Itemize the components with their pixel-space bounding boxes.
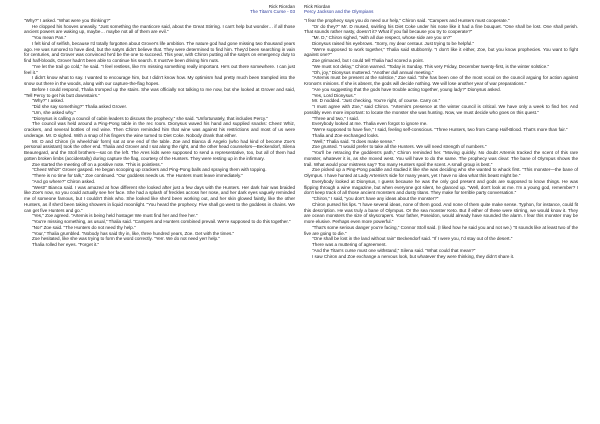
paragraph: Thalia and Zoe exchanged looks. <box>312 132 380 138</box>
right-page <box>300 0 600 424</box>
paragraph: I didn't know what to say. I wanted to encourage him, but I didn't know how. My optimism had pretty much been trampled into the snow out there in the woods, along with our capture-the-flag hopes. <box>24 75 295 87</box>
paragraph: Chiron pursed his lips. "I have several ideas, none of them good. And none of them quite make sense. Typhon, for instance, could fit this description. He was truly a bane of Olympus. Or the sea monster Keto. But if either of these were stirring, we would know it. They are ocean monsters the size of skyscrapers. Your father, Poseidon, would already have sounded the alarm. I fear this monster may be more elusive. Perhaps even more powerful." <box>304 201 578 225</box>
right-page-header <box>304 4 578 15</box>
paragraph: "Did she say something?" Thalia asked Grover. <box>32 104 127 110</box>
paragraph: Zoe hesitated, like she was trying to form the word correctly. "Yerr. We do not need yerr help." <box>32 236 220 242</box>
paragraph: I felt kind of selfish, because I'd totally forgotten about Grover's life ambition. The nature god had gone missing two thousand years ago. He was rumored to have died, but the satyrs didn't believe that. They were determined to find him. They'd been searching in vain for centuries, and Grover was convinced he'd be the one to succeed. This year, with Chiron putting all the satyrs on emergency duty to find half-bloods, Grover hadn't been able to continue his search. It must've been driving him nuts. <box>24 40 295 64</box>
paragraph: "Your," Thalia grumbled. "Nobody has said thy in, like, three hundred years, Zoe. Get with the times." <box>32 230 235 236</box>
paragraph: "I must agree with Zoe," said Chiron. "Artemis's presence at the winter council is critical. We have only a week to find her. And possibly even more important: to locate the monster she was hunting. Now, we must decide who goes on this quest." <box>304 104 578 115</box>
header-author: Rick Riordan <box>268 4 295 9</box>
paragraph: "Dionysus is calling a council of cabin leaders to discuss the prophecy," she said. "Unfortunately, that includes Percy." <box>32 115 268 121</box>
paragraph: "I've let the trail go cold," he said. "I feel restless, like I'm missing something really important. He's out there somewhere. I can just feel it." <box>24 63 295 75</box>
paragraph: "One shall be lost in the land without rain" Beckendorf said. "If I were you, I'd stay out of the desert." <box>312 236 513 242</box>
paragraph: There was a muttering of agreement. <box>312 242 387 248</box>
paragraph: "We must not delay," Chiron warned. "Today is Sunday. This very Friday, December twenty-first, is the winter solstice." <box>312 63 550 69</box>
paragraph: Mr. D nodded. "Just checking. You're right, of course. Carry on." <box>312 98 441 104</box>
paragraph: "Are you suggesting that the gods have trouble acting together, young lady?" Dionysus asked. <box>312 86 501 92</box>
paragraph: Everybody looked at Dionysus, I guess because he was the only god present and gods are supposed to know things. He was flipping through a wine magazine, but when everyone got silent, he glanced up. "Well, don't look at me. I'm a young god, remember? I don't keep track of all those ancient monsters and dusty titans. They make for terrible party conversation." <box>304 178 578 196</box>
paragraph: "You're missing something, as usual," Thalia said. "Campers and Hunters combined prevail. We're supposed to do this together." <box>32 219 291 225</box>
paragraph: "Three and two," I said. <box>312 115 359 121</box>
paragraph: Zoe started the meeting off on a positive note. "This is pointless." <box>32 161 163 167</box>
left-page-body <box>24 18 295 248</box>
left-page-header <box>24 4 295 15</box>
paragraph: "Um, she asked why." <box>32 109 76 115</box>
paragraph: The council was held around a Ping-Pong table in the rec room. Dionysus waved his hand and supplied snacks: Cheez Whiz, crackers, and several bottles of red wine. Then Chiron reminded him that wine was against his restrictions and most of us were underage. Mr. D sighed. With a snap of his fingers the wine turned to Diet Coke. Nobody drank that either. <box>24 121 295 138</box>
paragraph: Thalia rolled her eyes. "Forget it." <box>32 242 100 248</box>
paragraph: "West!" Bianca said. I was amazed at how different she looked after just a few days with the Hunters. Her dark hair was braided like Zoe's now, so you could actually see her face. She had a splash of freckles across her nose, and her dark eyes vaguely reminded me of someone famous, but I couldn't think who. She looked like she'd been working out, and her skin glowed faintly, like the other Hunters, as if she'd been taking showers in liquid moonlight. "You heard the prophecy. Five shall go west to the goddess in chains. We can get five Hunters and go." <box>24 184 295 213</box>
paragraph: Before I could respond, Thalia tromped up the stairs. She was officially not talking to me now, but she looked at Grover and said, "Tell Percy to get his butt downstairs." <box>24 86 295 98</box>
paragraph: "That's some serious danger you're facing," Connor Stoll said. (I liked how he said you and not we.) "It sounds like at least two of the five are going to die." <box>304 224 578 236</box>
header-book-title: Percy Jackson and the Olympians <box>304 9 374 15</box>
paragraph: "Cheez Whiz!" Grover gasped. He began scooping up crackers and Ping-Pong balls and spraying them with topping. <box>32 167 267 173</box>
header-author: Rick Riordan <box>304 4 331 9</box>
paragraph: "And go where?" Chiron asked. <box>32 178 96 184</box>
paragraph: "Oh, joy," Dionysus muttered. "Another dull annual meeting." <box>312 69 434 75</box>
paragraph: Zoe picked up a Ping-Pong paddle and studied it like she was deciding who she wanted to whack first. "This monster—the bane of Olympus. I have hunted at Lady Artemis's side for many years, yet I have no idea what this beast might be." <box>304 167 578 179</box>
paragraph: Everybody looked at me. Thalia even forgot to ignore me. <box>312 121 428 127</box>
paragraph: "And the Titan's curse must one withstand," Silena said. "What could that mean?" <box>312 247 476 253</box>
paragraph: "Yes, Lord Dionysus." <box>312 92 356 98</box>
paragraph: Mr. D and Chiron (in wheelchair form) sat at one end of the table. Zoe and Bianca di Angelo (who had kind of become Zoe's personal assistant) took the other end. Thalia and Grover and I sat along the right, and the other head counselors—Beckendorf, Silena Beauregard, and the Stoll brothers—sat on the left. The Ares kids were supposed to send a representative, too, but all of them had gotten broken limbs (accidentally) during capture the flag, courtesy of the Hunters. They were resting up in the infirmary. <box>24 138 295 161</box>
paragraph: Dionysus raised his eyebrows. "Sorry, my dear centaur. Just trying to be helpful." <box>312 40 475 46</box>
right-page-body <box>304 18 578 260</box>
paragraph: "We're supposed to work together," Thalia said stubbornly. "I don't like it either, Zoe, but you know prophecies. You want to fight against one?" <box>304 46 578 58</box>
paragraph: "Why?" I asked. <box>32 98 65 104</box>
paragraph: "Chiron," I said, "you don't have any ideas about the monster?" <box>312 196 439 202</box>
paragraph: "Yes," Zoe agreed. "Artemis is being held hostage! We must find her and free her." <box>32 213 198 219</box>
paragraph: "You'll be retracing the goddess's path," Chiron reminded her. "Moving quickly. No doubt Artemis tracked the scent of this rare monster, whatever it is, as she moved west. You will have to do the same. The prophecy was clear: The bane of Olympus shows the trail. What would your mistress say? Too many Hunters spoil the scent. A small group is best." <box>304 150 578 167</box>
paragraph: "Why?" I asked. "What were you thinking?" <box>24 17 111 23</box>
paragraph: "No!" Zoe said. "The Hunters do not need thy help." <box>32 224 136 230</box>
paragraph: "I fear the prophecy says you do need our help," Chiron said. "Campers and Hunters must cooperate." <box>304 17 510 23</box>
paragraph: "We're supposed to have five," I said, feeling self-conscious. "Three Hunters, two from Camp Half-Blood. That's more than fair." <box>312 127 568 133</box>
paragraph: "There is no time for talk," Zoe continued. "Our goddess needs us. The Hunters must leave immediately." <box>32 173 243 179</box>
paragraph: Zoe grimaced, but I could tell Thalia had scored a point. <box>312 58 424 64</box>
paragraph: Zoe grunted. "I would prefer to take all the Hunters. We will need strength of numbers." <box>312 144 487 150</box>
header-book-title: The Titan's Curse - 03 <box>249 9 295 15</box>
paragraph: "Well," Thalia said. "It does make sense." <box>312 138 395 144</box>
paragraph: "Or do they?" Mr. D mused, swirling his Diet Coke under his nose like it had a fine bouquet. "One shall be lost. One shall perish. That sounds rather nasty, doesn't it? What if you fail because you try to cooperate?" <box>304 23 578 35</box>
paragraph: I saw Chiron and Zoe exchange a nervous look, but whatever they were thinking, they didn't share it. <box>312 253 515 259</box>
paragraph: He clopped his hooves uneasily. "Just something the manticore said, about the Great Stirring. I can't help but wonder… if all those ancient powers are waking up, maybe… maybe not all of them are evil." <box>24 23 295 35</box>
paragraph: "Mr. D," Chiron sighed, "with all due respect, whose side are you on?" <box>312 35 452 41</box>
paragraph: "Artemis must be present at the solstice," Zoe said. "She has been one of the most vocal on the council arguing for action against Kronos's minions. If she is absent, the gods will decide nothing. We will lose another year of war preparations." <box>304 75 578 87</box>
paragraph: "You mean Pan." <box>32 35 67 41</box>
